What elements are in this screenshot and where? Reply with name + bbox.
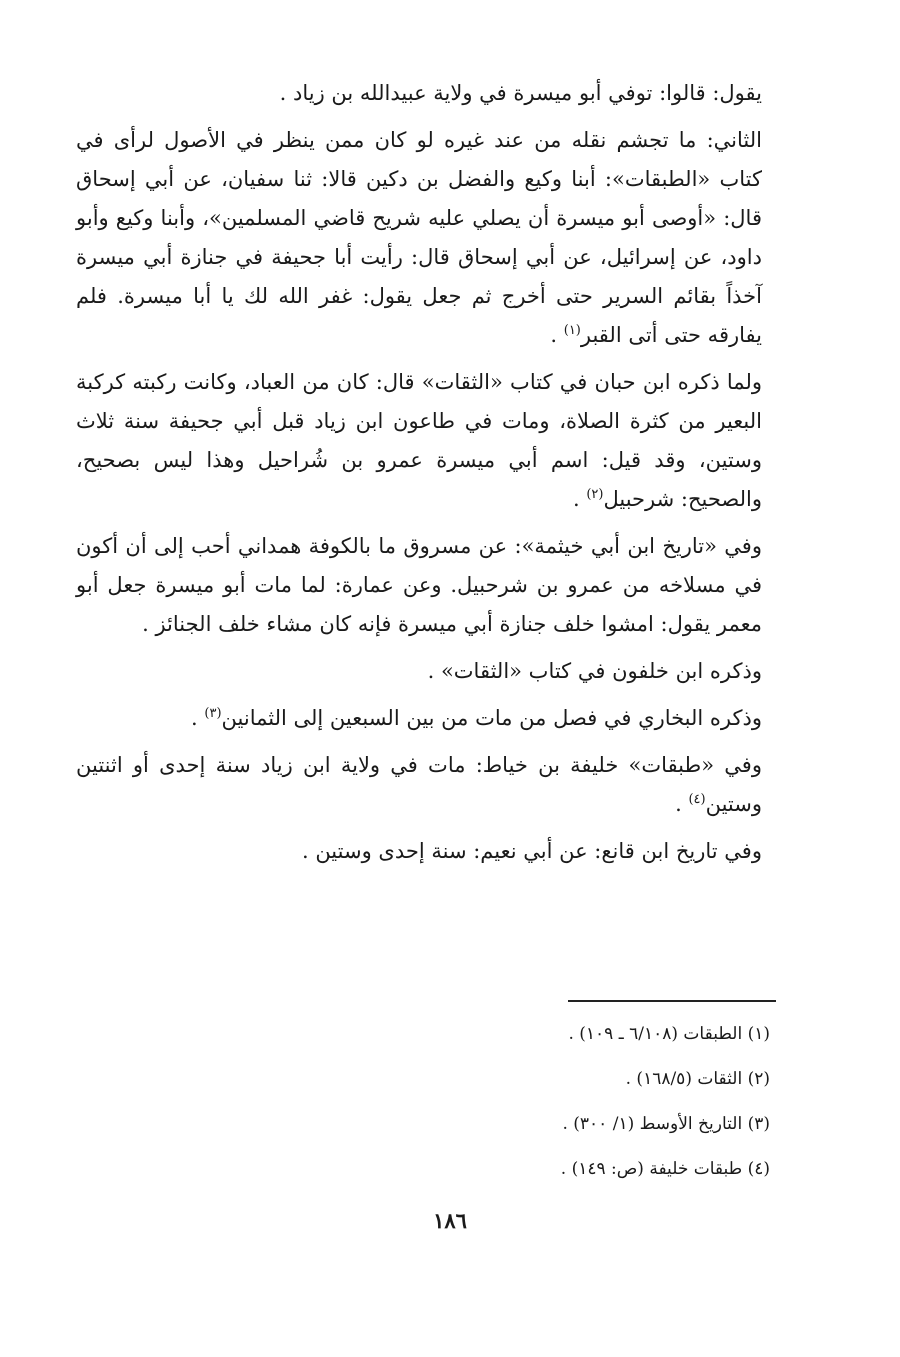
paragraph (76, 527, 762, 644)
paragraph-end: . (675, 792, 689, 816)
paragraph-text: وفي «طبقات» خليفة بن خياط: مات في ولاية ابن زياد سنة إحدى أو اثنتين وستين (76, 753, 762, 816)
body-text (76, 74, 762, 879)
footnote-reference: (٣) (204, 706, 222, 721)
paragraph (76, 746, 762, 824)
footnotes (300, 1012, 770, 1192)
paragraph-text: يقول: قالوا: توفي أبو ميسرة في ولاية عبيدالله بن زياد . (279, 81, 762, 105)
footnote: (٤) طبقات خليفة (ص: ١٤٩) . (560, 1159, 770, 1179)
paragraph (76, 121, 762, 355)
paragraph-text: وفي تاريخ ابن قانع: عن أبي نعيم: سنة إحدى وستين . (301, 839, 762, 863)
paragraph-end: . (572, 487, 587, 511)
paragraph (76, 832, 762, 871)
paragraph-end: . (191, 706, 205, 730)
paragraph-text: الثاني: ما تجشم نقله من عند غيره لو كان ممن ينظر في الأصول لرأى في كتاب «الطبقات»: أبنا وكيع والفضل بن دكين قالا: ثنا سفيان، عن أبي إسحاق قال: «أوصى أبو ميسرة أن يصلي عليه شريح قاضي المسلمين»، وأبنا وكيع وأبو داود، عن إسرائيل، عن أبي إسحاق قال: رأيت أبا جحيفة في جنازة أبي ميسرة آخذاً بقائم السرير حتى أخرج ثم جعل يقول: غفر الله لك يا أبا ميسرة. فلم يفارقه حتى أتى القبر (76, 128, 762, 347)
paragraph-text: وذكره البخاري في فصل من مات من بين السبعين إلى الثمانين (221, 706, 762, 730)
footnote-reference: (٢) (586, 487, 604, 502)
page-number: ١٨٦ (433, 1208, 467, 1233)
paragraph (76, 652, 762, 691)
paragraph-text: وذكره ابن خلفون في كتاب «الثقات» . (427, 659, 762, 683)
paragraph-text: ولما ذكره ابن حبان في كتاب «الثقات» قال: كان من العباد، وكانت ركبته كركبة البعير من كثرة الصلاة، ومات في طاعون ابن زياد قبل أبي جحيفة سنة ثلاث وستين، وقد قيل: اسم أبي ميسرة عمرو بن شُراحيل وهذا ليس بصحيح، والصحيح: شرحبيل (76, 370, 762, 511)
paragraph (76, 74, 762, 113)
paragraph-end: . (550, 323, 564, 347)
paragraph (76, 363, 762, 519)
footnote-reference: (٤) (688, 792, 706, 807)
footnote: (١) الطبقات (٦/١٠٨ ـ ١٠٩) . (568, 1024, 770, 1044)
paragraph-text: وفي «تاريخ ابن أبي خيثمة»: عن مسروق ما بالكوفة همداني أحب إلى أن أكون في مسلاخه من عمرو بن شرحبيل. وعن عمارة: لما مات أبو ميسرة جعل أبو معمر يقول: امشوا خلف جنازة أبي ميسرة فإنه كان مشاء خلف الجنائز . (76, 534, 762, 636)
footnote-divider (568, 1000, 776, 1002)
footnote: (٣) التاريخ الأوسط (١/ ٣٠٠) . (562, 1114, 770, 1134)
paragraph (76, 699, 762, 738)
footnote-reference: (١) (563, 323, 581, 338)
footnote: (٢) الثقات (١٦٨/٥) . (625, 1069, 770, 1089)
